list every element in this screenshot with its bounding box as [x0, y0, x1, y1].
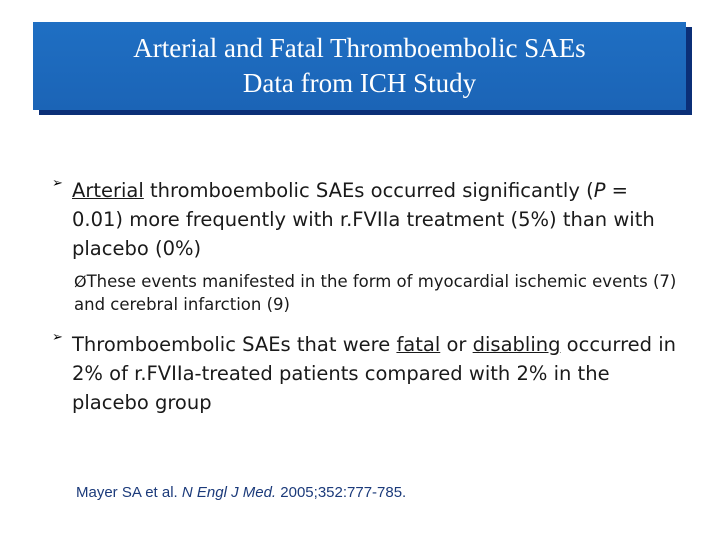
arrow-bullet-icon: ➢ — [52, 330, 63, 345]
page-title-line-1: Arterial and Fatal Thromboembolic SAEs — [133, 33, 586, 63]
bullet-text-part: thromboembolic SAEs occurred significantly ( — [143, 179, 594, 202]
bullet-text — [72, 176, 682, 263]
sub-bullet-text: These events manifested in the form of myocardial ischemic events (7) and cerebral infarction (9) — [74, 272, 677, 314]
bullet-text-part: = 0.01) more frequently with r.FVIIa treatment (5%) than with placebo (0%) — [72, 179, 655, 260]
bullet-text-part: or — [440, 333, 473, 356]
bullet-fatal — [52, 330, 682, 417]
underlined-term: fatal — [396, 333, 441, 356]
bullet-text-part: occurred in 2% of r.FVIIa-treated patients compared with 2% in the placebo group — [72, 333, 677, 414]
page-title-line-2: Data from ICH Study — [242, 68, 477, 98]
bullet-arterial — [52, 176, 682, 263]
bullet-text-part: Thromboembolic SAEs that were — [72, 333, 397, 356]
p-value-symbol: P — [593, 179, 606, 202]
sub-bullet — [74, 270, 684, 316]
arrow-bullet-icon: Ø — [74, 272, 87, 291]
citation-authors: Mayer SA et al. — [76, 484, 182, 501]
citation — [76, 484, 406, 501]
citation-journal: N Engl J Med. — [181, 484, 277, 501]
bullet-text — [72, 330, 682, 417]
underlined-term: disabling — [472, 333, 561, 356]
arrow-bullet-icon: ➢ — [52, 176, 63, 191]
title-banner — [33, 22, 686, 110]
citation-details: 2005;352:777-785. — [276, 484, 407, 501]
underlined-term: Arterial — [72, 179, 144, 202]
